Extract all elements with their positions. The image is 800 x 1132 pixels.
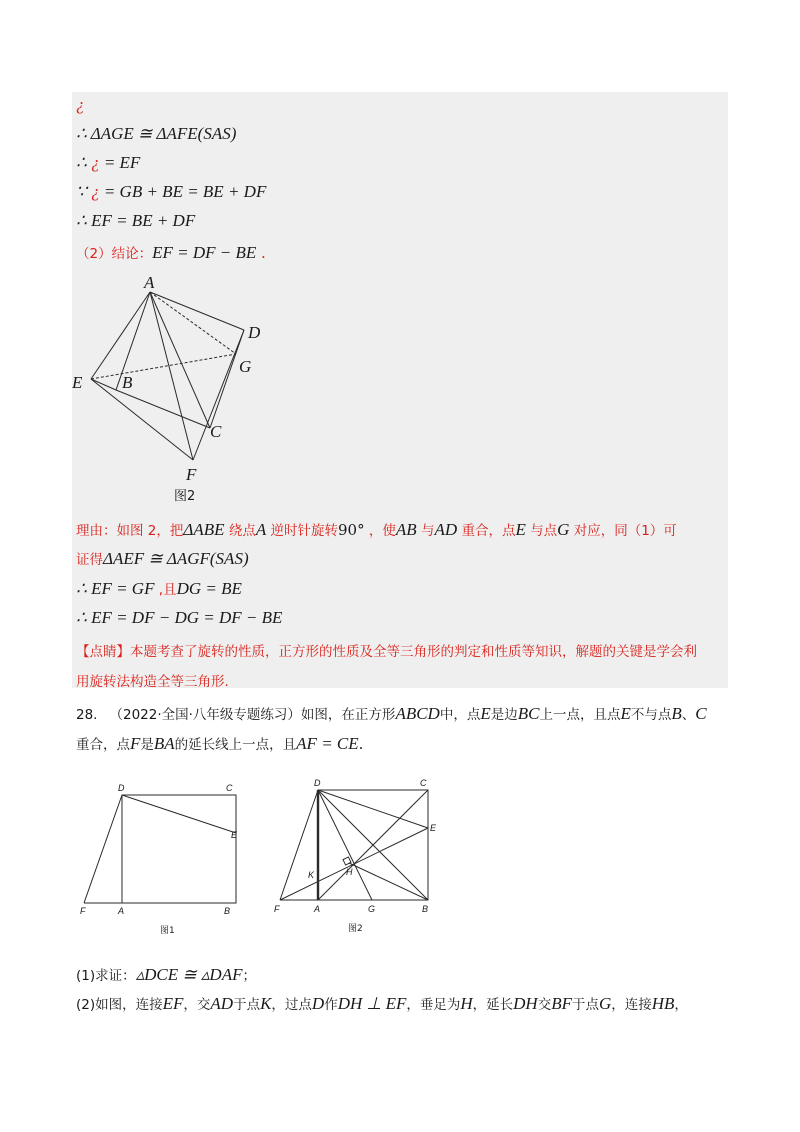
line-1: ∴ ΔAGE ≅ ΔAFE(SAS) [76,124,237,143]
line-3: ∵ ¿ = GB + BE = BE + DF [76,182,267,201]
question-2: (2)如图，连接EF，交AD于点K，过点D作DH ⊥ EF，垂足为H，延长DH交BF于点G，连接HB， [76,994,688,1013]
fig1-label-d: D [118,783,125,793]
fig1-caption: 图1 [160,926,175,936]
fig1-label-f: F [80,906,86,916]
fig2b-label-d: D [314,778,321,788]
fig2-label-c: C [210,422,222,441]
fig2b-label-e: E [430,823,437,833]
figure-1 [76,778,256,938]
problem-28-line-2: 重合，点F是BA的延长线上一点，且AF = CE. [76,734,364,753]
fig2b-label-g: G [368,904,376,914]
fig2-label-d: D [248,323,261,342]
part2-conclusion: （2）结论：EF = DF − BE . [76,243,266,262]
reason-line-1: 理由：如图 2，把ΔABE 绕点A 逆时针旋转90° ，使AB 与AD 重合，点E 与点G 对应，同（1）可 [76,520,677,539]
fig2b-label-c: C [420,778,427,788]
line-0: ¿ [76,95,85,114]
comment-line-1: 【点睛】本题考查了旋转的性质，正方形的性质及全等三角形的判定和性质等知识，解题的关键是学会利 [76,644,697,660]
fig1-label-a: A [118,906,125,916]
fig2b-caption: 图2 [348,924,363,934]
fig2-caption: 图2 [174,489,196,504]
fig1-label-c: C [226,783,233,793]
line-2: ∴ ¿ = EF [76,153,141,172]
fig1-label-e: E [231,830,238,840]
fig2-label-b: B [122,373,133,392]
fig2-label-e: E [72,373,83,392]
question-1: (1)求证：▵DCE ≅ ▵DAF； [76,965,256,984]
fig2-label-a: A [144,273,155,292]
problem-28-line-1: 28. （2022·全国·八年级专题练习）如图，在正方形ABCD中，点E是边BC上一点，且点E不与点B、C [76,704,707,723]
figure-2 [268,772,448,942]
reason-line-3: ∴ EF = GF ,且DG = BE [76,579,242,598]
reason-line-4: ∴ EF = DF − DG = DF − BE [76,608,283,627]
line-4: ∴ EF = BE + DF [76,211,196,230]
fig2b-label-k: K [308,870,315,880]
fig2b-label-h: H [346,867,353,877]
fig1-label-b: B [224,906,231,916]
fig2b-label-f: F [274,904,280,914]
fig2-label-f: F [186,465,197,484]
figure-rotation [60,270,290,510]
reason-line-2: 证得ΔAEF ≅ ΔAGF(SAS) [76,549,249,568]
fig2-label-g: G [239,357,252,376]
comment-line-2: 用旋转法构造全等三角形. [76,674,229,690]
fig2b-label-a: A [314,904,321,914]
fig2b-label-b: B [422,904,429,914]
